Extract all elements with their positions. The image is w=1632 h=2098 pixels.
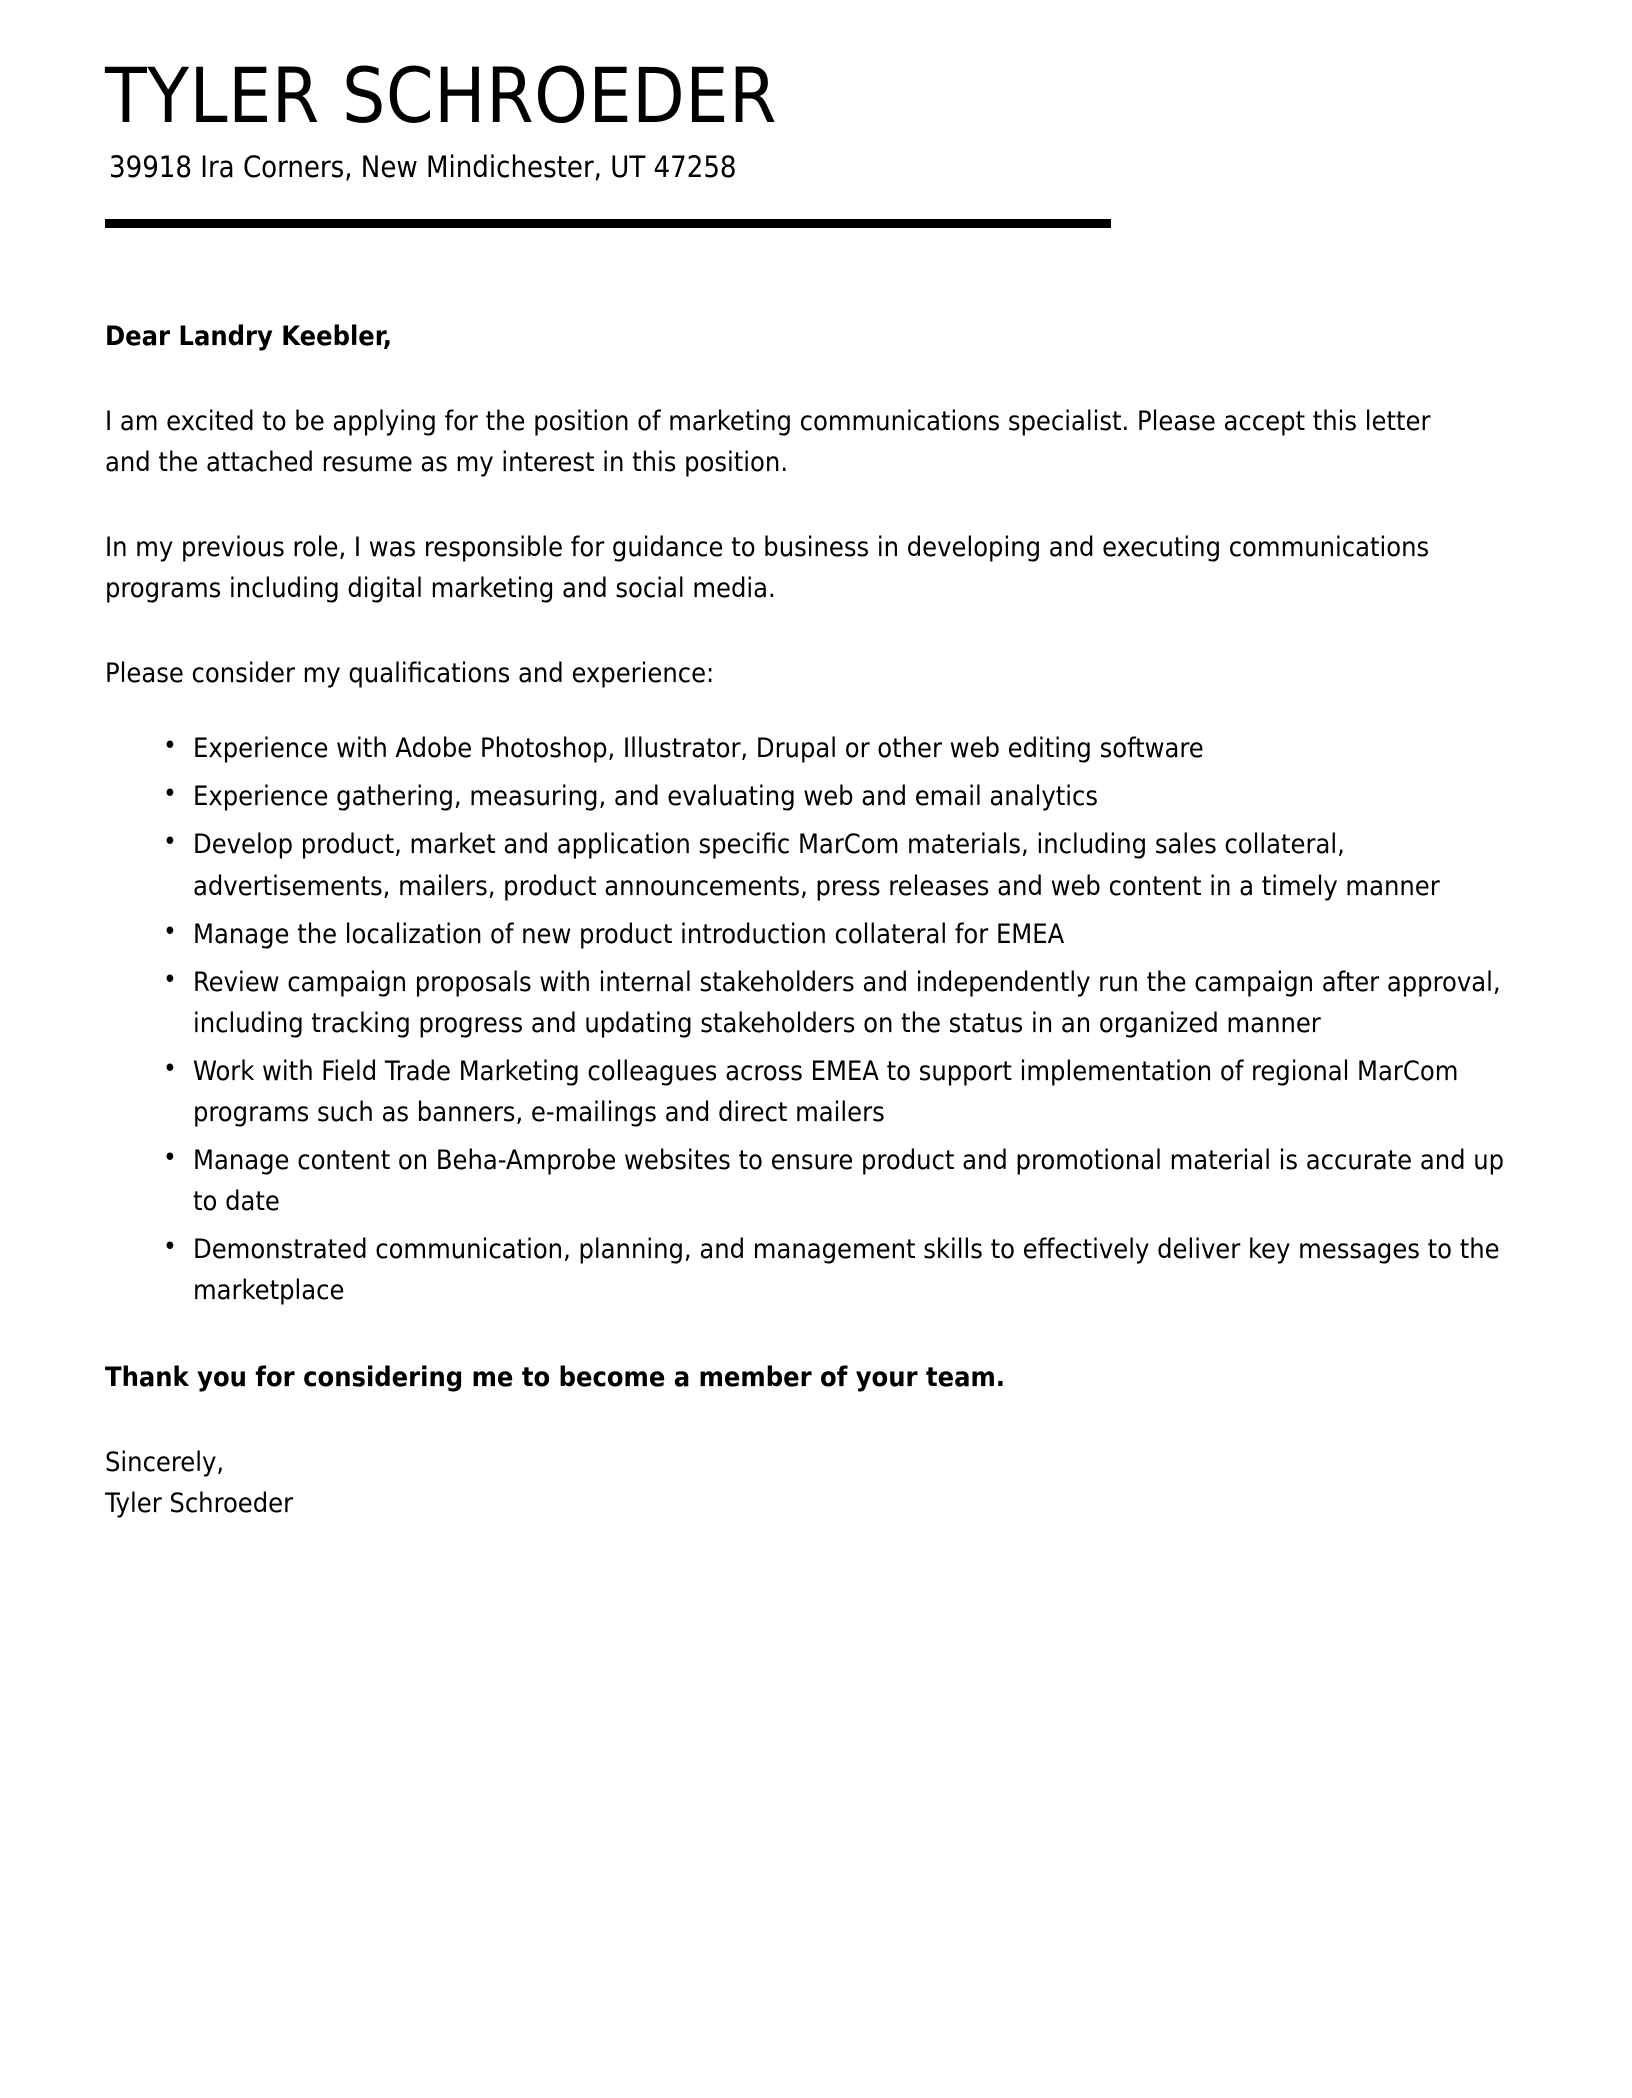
closing-thanks: Thank you for considering me to become a member of your team.: [105, 1361, 1006, 1393]
experience-paragraph: In my previous role, I was responsible for guidance to business in developing and executing communications programs including digital marketing and social media.: [105, 532, 1430, 605]
signoff-block: [105, 1442, 1525, 1524]
list-item: • Manage content on Beha-Amprobe websites to ensure product and promotional material is accurate and up to date: [157, 1140, 1525, 1222]
qualifications-list: [105, 728, 1525, 1310]
letter-sheet: [105, 0, 1525, 1524]
candidate-name: TYLER SCHROEDER: [105, 51, 777, 140]
list-item: • Develop product, market and application specific MarCom materials, including sales collateral, advertisements, mailers, product announcements, press releases and web content in a timely manner: [157, 824, 1525, 906]
qualifications-lead: Please consider my qualifications and experience:: [105, 658, 715, 690]
signoff-name: Tyler Schroeder: [105, 1487, 294, 1519]
letterhead: [105, 0, 1525, 228]
list-item: • Review campaign proposals with internal stakeholders and independently run the campaign after approval, including tracking progress and updating stakeholders on the status in an organized manner: [157, 962, 1525, 1044]
intro-paragraph: I am excited to be applying for the position of marketing communications specialist. Please accept this letter and the attached resume as my interest in this position.: [105, 406, 1431, 479]
list-item: • Work with Field Trade Marketing colleagues across EMEA to support implementation of regional MarCom programs such as banners, e-mailings and direct mailers: [157, 1051, 1525, 1133]
list-item: • Experience with Adobe Photoshop, Illustrator, Drupal or other web editing software: [157, 728, 1525, 769]
list-item: • Demonstrated communication, planning, and management skills to effectively deliver key messages to the marketplace: [157, 1229, 1525, 1311]
header-divider: [105, 219, 1111, 228]
list-item: • Experience gathering, measuring, and evaluating web and email analytics: [157, 776, 1525, 817]
letter-body: [105, 316, 1525, 1524]
salutation: Dear Landry Keebler,: [105, 321, 393, 353]
list-item: • Manage the localization of new product introduction collateral for EMEA: [157, 914, 1525, 955]
candidate-address: 39918 Ira Corners, New Mindichester, UT 47258: [109, 149, 737, 184]
signoff-closing: Sincerely,: [105, 1446, 225, 1478]
